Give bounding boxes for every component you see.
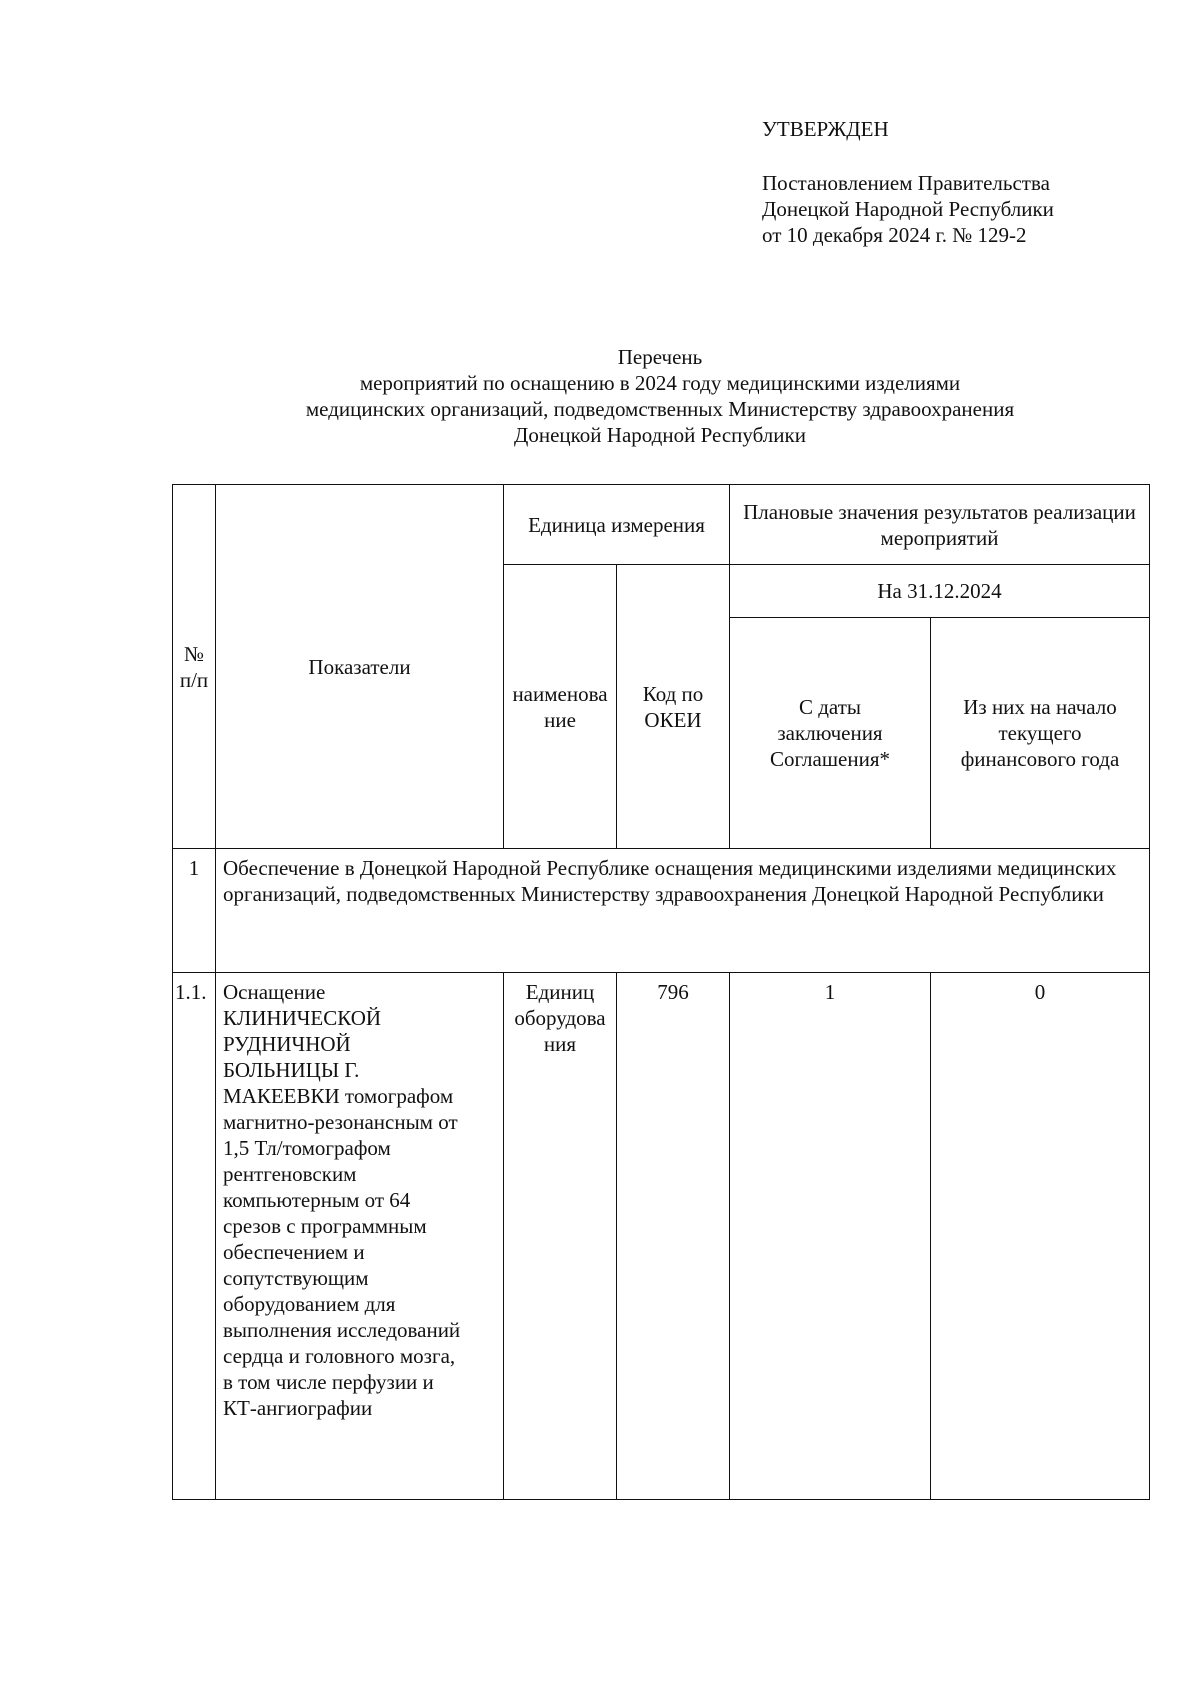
row-value-of-which: 0: [931, 973, 1150, 1500]
row-indicator: Оснащение КЛИНИЧЕСКОЙ РУДНИЧНОЙ БОЛЬНИЦЫ Г. МАКЕЕВКИ томографом магнитно-резонансным от 1,5 Тл/томографом рентгеновским компьютерным от 64 срезов с программным обеспечением и сопутствующим оборудованием для выполнения исследований сердца и головного мозга, в том числе перфузии и КТ-ангиографии: [216, 973, 504, 1500]
header-indicators: Показатели: [216, 485, 504, 849]
approval-line-2: Донецкой Народной Республики: [762, 197, 1054, 221]
title-line-3: медицинских организаций, подведомственных Министерству здравоохранения: [305, 397, 1015, 421]
header-plan-from: С даты заключения Соглашения*: [730, 618, 931, 849]
table-row: [173, 973, 1150, 1500]
row-value-from: 1: [730, 973, 931, 1500]
title-line-2: мероприятий по оснащению в 2024 году медицинскими изделиями: [359, 371, 961, 395]
title-line-4: Донецкой Народной Республики: [514, 423, 806, 447]
measures-table: [172, 484, 1150, 1500]
approval-line-3: от 10 декабря 2024 г. № 129-2: [762, 223, 1027, 247]
approval-block: [762, 116, 1054, 248]
title-line-1: Перечень: [617, 345, 703, 369]
document-title: [172, 344, 1148, 448]
header-unit-code: Код по ОКЕИ: [617, 565, 730, 849]
header-num: № п/п: [173, 485, 216, 849]
header-plan-of-which: Из них на начало текущего финансового года: [931, 618, 1150, 849]
section-row: [173, 849, 1150, 973]
header-plan-date: На 31.12.2024: [730, 565, 1150, 618]
row-num: 1.1.: [173, 973, 216, 1500]
approval-stamp: УТВЕРЖДЕН: [762, 117, 889, 141]
header-unit-group: Единица измерения: [504, 485, 730, 565]
header-plan-group: Плановые значения результатов реализации мероприятий: [730, 485, 1150, 565]
approval-line-1: Постановлением Правительства: [762, 171, 1050, 195]
section-text: Обеспечение в Донецкой Народной Республике оснащения медицинскими изделиями медицинских организаций, подведомственных Министерству здравоохранения Донецкой Народной Республики: [216, 849, 1150, 973]
row-unit-code: 796: [617, 973, 730, 1500]
row-unit-name: Единиц оборудова ния: [504, 973, 617, 1500]
section-num: 1: [173, 849, 216, 973]
header-unit-name: наименова ние: [504, 565, 617, 849]
